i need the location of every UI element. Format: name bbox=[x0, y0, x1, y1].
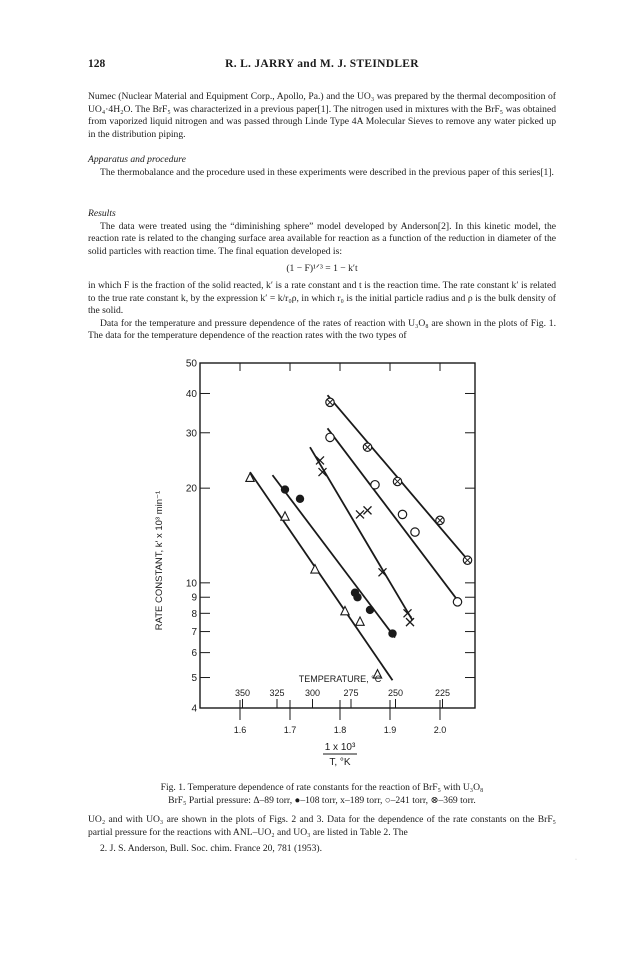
y-tick-label: 9 bbox=[191, 592, 197, 604]
temperature-tick-label: 325 bbox=[269, 688, 285, 698]
figure-caption bbox=[88, 782, 556, 807]
temperature-tick-label: 300 bbox=[304, 688, 321, 698]
page-mark: · bbox=[575, 857, 577, 863]
x-tick-label: 1.8 bbox=[333, 725, 347, 735]
filled-circle-marker bbox=[296, 495, 304, 503]
triangle-marker bbox=[311, 565, 319, 573]
temperature-axis-title: TEMPERATURE, °C bbox=[298, 674, 382, 684]
filled-circle-marker bbox=[353, 593, 361, 601]
results-paragraph-1: The data were treated using the “diminishing sphere” model developed by Anderson[2]. In this kinetic model, the reaction rate is related to the changing surface area available for reaction as a function of the reduction in diameter of the solid particles with reaction time. The final equation developed is: bbox=[88, 220, 556, 257]
results-heading: Results bbox=[88, 208, 116, 219]
triangle-marker bbox=[281, 512, 289, 520]
temperature-tick-label: 350 bbox=[234, 688, 251, 698]
series-89-torr bbox=[246, 473, 382, 678]
y-tick-label: 40 bbox=[185, 388, 197, 400]
results-paragraph-2: in which F is the fraction of the solid reacted, k′ is a rate constant and t is the reaction time. The rate constant k′ is related to the true rate constant k, by the expression k′ = k/r₀ρ, in which r₀ is the initial particle radius and ρ is the bulk density of the solid. bbox=[88, 279, 556, 317]
intro-section bbox=[88, 91, 556, 141]
results-section bbox=[88, 208, 556, 343]
caption-line-1: Fig. 1. Temperature dependence of rate constants for the reaction of BrF₅ with U₃O₈ bbox=[160, 782, 484, 793]
open-circle-marker bbox=[453, 598, 461, 606]
y-tick-label: 7 bbox=[191, 627, 197, 639]
x-tick-label: 1.6 bbox=[233, 725, 247, 735]
rate-equation: (1 − F)¹ᐟ³ = 1 − k′t bbox=[286, 263, 358, 275]
y-axis-title: RATE CONSTANT, k′ x 10³ min⁻¹ bbox=[154, 490, 165, 631]
y-tick-label: 30 bbox=[185, 428, 197, 440]
page-number: 128 bbox=[88, 58, 106, 70]
filled-circle-marker bbox=[388, 629, 396, 637]
filled-circle-marker bbox=[281, 485, 289, 493]
triangle-marker bbox=[356, 617, 364, 625]
y-tick-label: 50 bbox=[185, 358, 197, 370]
x-marker bbox=[406, 618, 414, 626]
plot-frame bbox=[200, 363, 475, 708]
running-head-authors: R. L. JARRY and M. J. STEINDLER bbox=[225, 58, 419, 70]
running-header bbox=[88, 58, 556, 74]
fit-line-89-torr bbox=[250, 472, 393, 680]
y-tick-label: 8 bbox=[191, 608, 197, 620]
apparatus-heading: Apparatus and procedure bbox=[88, 154, 186, 165]
continuation-section bbox=[88, 814, 556, 856]
y-tick-label: 20 bbox=[185, 483, 197, 495]
open-circle-marker bbox=[411, 528, 419, 536]
x-marker bbox=[364, 506, 372, 514]
apparatus-section bbox=[88, 154, 556, 179]
y-tick-label: 5 bbox=[191, 673, 197, 685]
filled-circle-marker bbox=[366, 606, 374, 614]
temperature-tick-label: 250 bbox=[387, 688, 404, 698]
x-tick-label: 1.7 bbox=[283, 725, 297, 735]
y-tick-label: 4 bbox=[191, 703, 197, 715]
open-circle-marker bbox=[398, 510, 406, 518]
y-tick-label: 10 bbox=[185, 578, 197, 590]
fit-line-108-torr bbox=[273, 475, 396, 637]
y-tick-label: 6 bbox=[191, 648, 197, 660]
x-tick-label: 1.9 bbox=[383, 725, 397, 735]
figure-1 bbox=[150, 358, 490, 773]
apparatus-paragraph: The thermobalance and the procedure used in these experiments were described in the previous paper of this series[1]. bbox=[100, 166, 554, 178]
temperature-tick-label: 225 bbox=[434, 688, 451, 698]
reference-2: 2. J. S. Anderson, Bull. Soc. chim. France 20, 781 (1953). bbox=[100, 843, 322, 855]
temperature-tick-label: 275 bbox=[343, 688, 359, 698]
x-axis-title-numerator: 1 x 10³ bbox=[324, 742, 356, 753]
continuation-paragraph: UO₂ and with UO₃ are shown in the plots of Figs. 2 and 3. Data for the dependence of the rate constants on the BrF₅ partial pressure for the reactions with ANL–UO₂ and UO₃ are listed in Table 2. The bbox=[88, 814, 556, 838]
rate-constant-chart bbox=[150, 358, 490, 773]
open-circle-marker bbox=[371, 481, 379, 489]
results-paragraph-3: Data for the temperature and pressure dependence of the rates of reaction with U₃O₈ are shown in the plots of Fig. 1. The data for the temperature dependence of the reaction rates with the two types of bbox=[88, 317, 556, 342]
x-marker bbox=[356, 510, 364, 518]
x-axis-title-denominator: T, °K bbox=[329, 757, 351, 768]
x-tick-label: 2.0 bbox=[433, 725, 447, 735]
open-circle-marker bbox=[326, 433, 334, 441]
caption-line-2: BrF₅ Partial pressure: Δ–89 torr, ●–108 torr, x–189 torr, ○–241 torr, ⊗–369 torr. bbox=[168, 794, 476, 806]
intro-paragraph: Numec (Nuclear Material and Equipment Corp., Apollo, Pa.) and the UO₃ was prepared by the thermal decomposition of UO₄·4H₂O. The BrF₅ was characterized in a previous paper[1]. The nitrogen used in mixtures with the BrF₅ was obtained from vaporized liquid nitrogen and was passed through Linde Type 4A Molecular Sieves to remove any water picked up in the distribution piping. bbox=[88, 91, 556, 140]
